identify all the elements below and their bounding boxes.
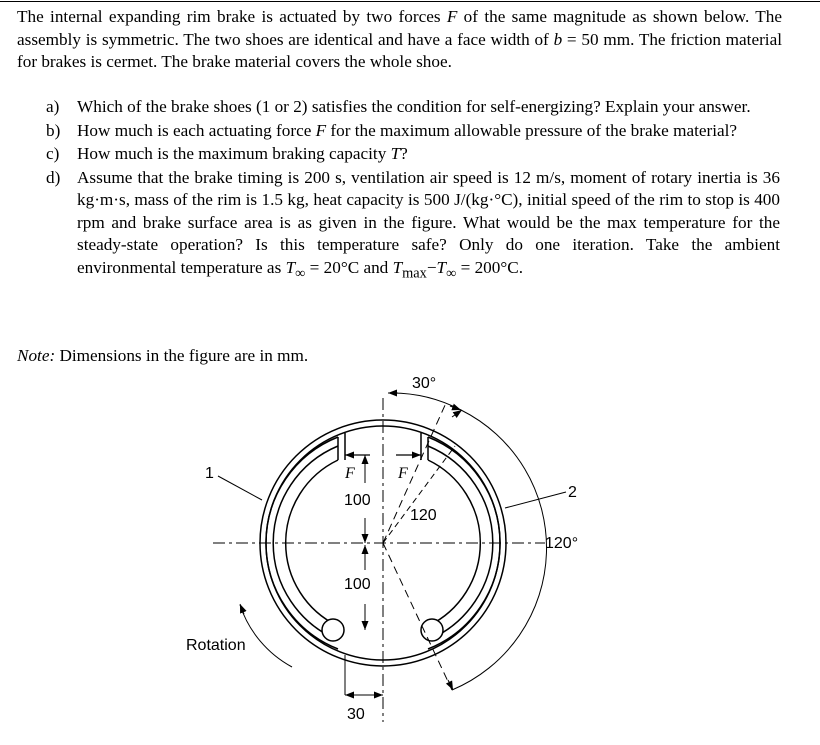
angle-30-arrow-right [450,406,461,410]
question-label: b) [46,120,61,140]
question-label: d) [46,167,61,187]
question-text: How much is the maximum braking capacity T? [77,144,408,163]
shoe-left [266,433,345,649]
force-label-left: F [345,465,355,482]
question-label: a) [46,97,60,116]
dim-radius-label: 120 [410,507,437,524]
problem-intro: The internal expanding rim brake is actuated by two forces F of the same magnitude as shown below. The assembly is symmetric. The two shoes are identical and have a face width of b = 50 mm. The friction material for brakes is cermet. The brake material covers the whole shoe. [17,7,782,71]
angle-120-arrow-bottom [448,680,453,690]
dim-upper-label: 100 [344,492,371,509]
note: Note: Dimensions in the figure are in mm. [17,346,309,365]
dim-lower-label: 100 [344,576,371,593]
question-text: How much is each actuating force F for the maximum allowable pressure of the brake material? [77,120,738,140]
rotation-arrow-icon [240,604,244,614]
shoe-1-leader [218,476,262,500]
question-text: Assume that the brake timing is 200 s, ventilation air speed is 12 m/s, moment of rotary inertia is 36 kg·m·s, mass of the rim is 1.5 kg, heat capacity is 500 J/(kg·°C), initial speed of the rim to stop is 400 rpm and brake surface area is as given in the figure. What would be the max temperature for the steady-state operation? Is this temperature safe? Only do one iteration. Take the ambient environmental temperature as $T_\infty = 20^\circ C$ and $T_{max}-T_\infty = 200^\circ C$. [77,167,780,281]
dim-bottom-label: 30 [347,706,365,723]
pivot-left [322,619,344,641]
shoe-right [421,433,500,649]
angle-ref-lower [383,543,452,690]
question-text: Which of the brake shoes (1 or 2) satisfies the condition for self-energizing? Explain your answer. [77,97,751,116]
angle-120-arrow-top [452,410,462,417]
question-label: c) [46,144,60,163]
rotation-label: Rotation [186,637,246,654]
shoe-label-1: 1 [205,465,214,482]
rotation-arc [240,605,292,667]
shoe-label-2: 2 [568,484,577,501]
force-label-right: F [398,465,408,482]
radius-line [383,446,455,543]
angle-top-label: 30° [412,375,437,392]
shoe-2-leader [505,492,566,508]
angle-right-label: 120° [545,535,579,552]
angle-30-arc [389,393,461,410]
